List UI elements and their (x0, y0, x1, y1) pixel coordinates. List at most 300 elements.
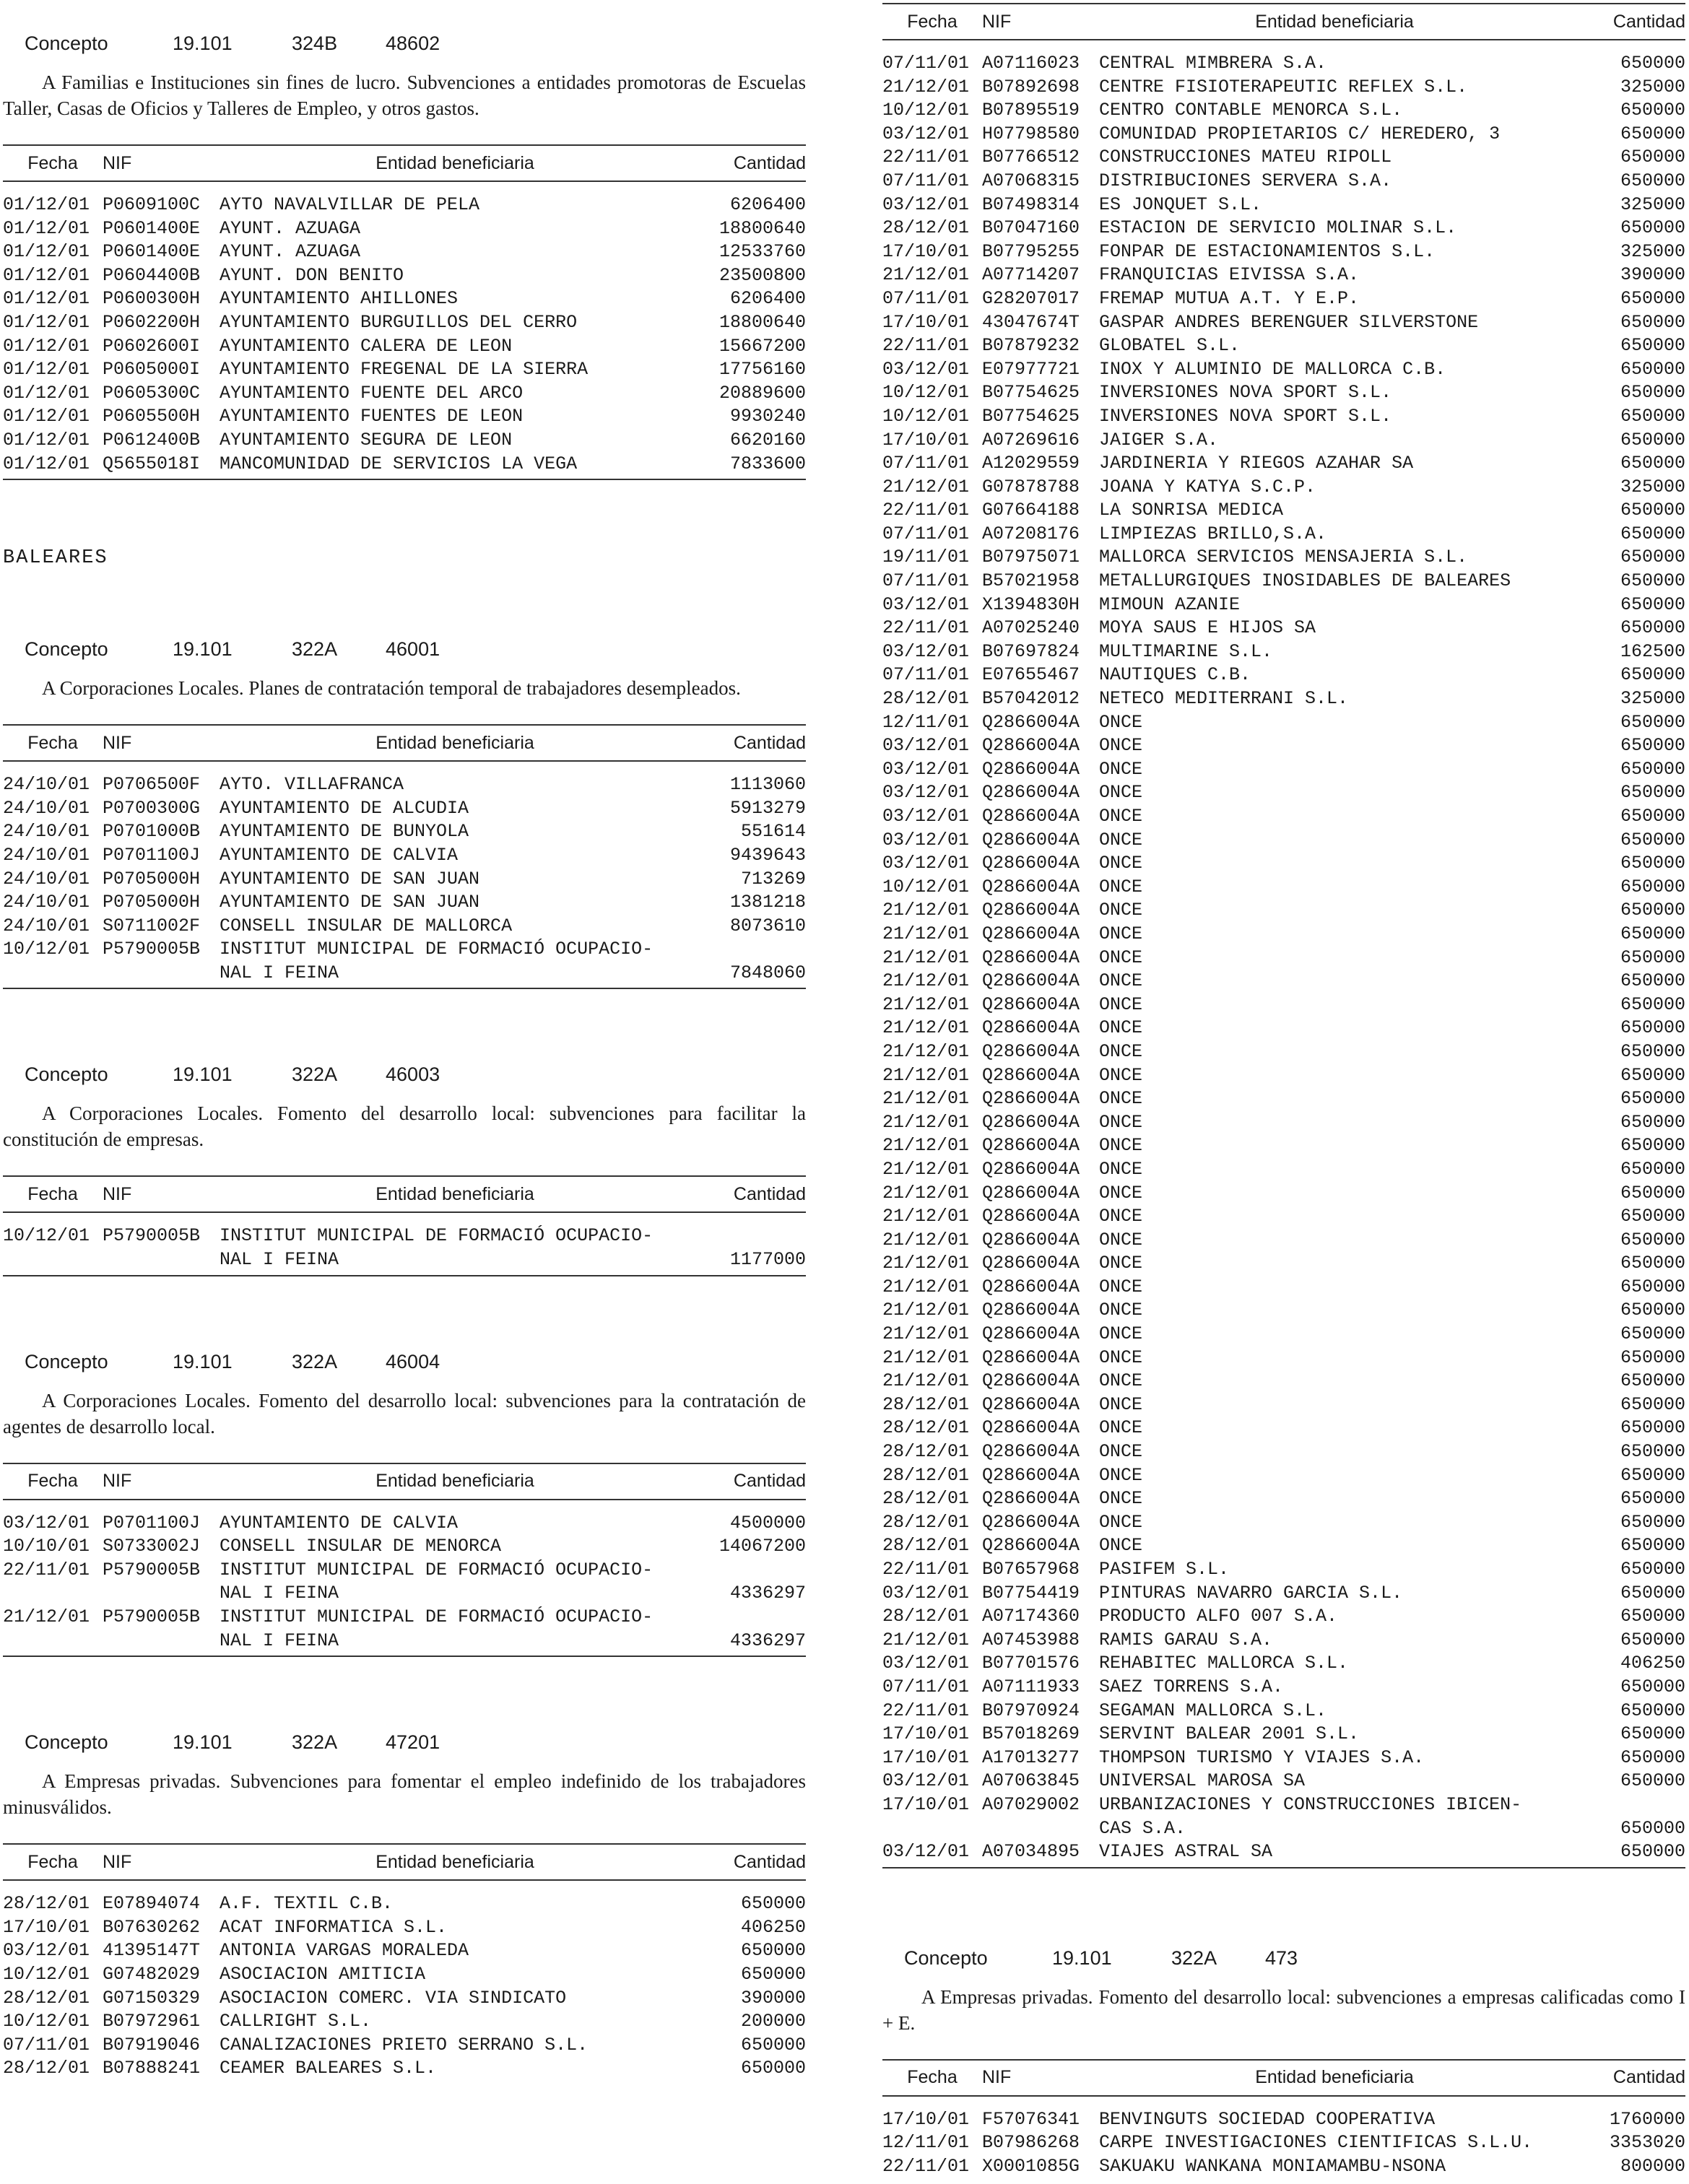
table-row (882, 758, 1685, 782)
entity-cell: AYUNTAMIENTO BURGUILLOS DEL CERRO (220, 311, 578, 333)
nif-cell: B07795255 (982, 240, 1080, 262)
table-row (882, 1276, 1685, 1300)
entity-cell: SAKUAKU WANKANA MONIAMAMBU-NSONA (1099, 2155, 1446, 2177)
date-cell: 10/12/01 (882, 382, 970, 404)
header-fecha: Fecha (882, 2060, 982, 2096)
amount-cell: 650000 (1620, 1535, 1685, 1557)
entity-cell: NAL I FEINA (220, 1583, 339, 1604)
entity-cell: GLOBATEL S.L. (1099, 335, 1241, 357)
nif-cell: Q2866004A (982, 735, 1080, 757)
nif-cell: B07701576 (982, 1653, 1080, 1674)
date-cell: 21/12/01 (882, 900, 970, 921)
table-row (3, 962, 806, 989)
header-nif: NIF (982, 2060, 1099, 2096)
amount-cell: 4336297 (690, 1630, 806, 1657)
date-cell: 07/11/01 (882, 53, 970, 74)
entity-cell: ONCE (1099, 829, 1143, 850)
nif-cell: Q2866004A (982, 711, 1080, 733)
amount-cell: 6620160 (729, 429, 806, 451)
table-row (3, 2057, 806, 2084)
table-row (3, 311, 806, 335)
nif-cell: H07798580 (982, 123, 1080, 144)
table-row (3, 1916, 806, 1940)
amount-cell: 650000 (740, 1893, 806, 1915)
amount-cell: 650000 (1620, 664, 1685, 686)
entity-cell: PRODUCTO ALFO 007 S.A. (1099, 1606, 1338, 1627)
amount-cell: 650000 (1620, 1064, 1685, 1086)
date-cell: 28/12/01 (882, 1535, 970, 1557)
entity-cell: ONCE (1099, 1535, 1143, 1557)
amount-cell: 1760000 (1609, 2108, 1685, 2130)
amount-cell: 650000 (1620, 100, 1685, 121)
nif-cell: G28207017 (982, 287, 1080, 309)
nif-cell: P0705000H (103, 892, 201, 913)
nif-cell: P5790005B (103, 1559, 201, 1580)
amount-cell (690, 938, 806, 962)
table-row (882, 523, 1685, 547)
amount-cell: 325000 (1620, 476, 1685, 497)
entity-cell: AYUNTAMIENTO FUENTES DE LEON (220, 406, 524, 427)
entity-cell: INSTITUT MUNICIPAL DE FORMACIÓ OCUPACIO- (220, 939, 654, 960)
amount-cell: 325000 (1620, 76, 1685, 97)
amount-cell: 17756160 (718, 359, 806, 380)
date-cell: 21/12/01 (882, 1206, 970, 1227)
nif-cell: P0600300H (103, 288, 201, 310)
table-row (3, 938, 806, 962)
date-cell: 03/12/01 (882, 829, 970, 850)
date-cell: 12/11/01 (882, 2132, 970, 2154)
entity-cell: INSTITUT MUNICIPAL DE FORMACIÓ OCUPACIO- (220, 1225, 654, 1247)
date-cell: 22/11/01 (882, 1700, 970, 1721)
table-row (3, 240, 806, 264)
amount-cell: 650000 (1620, 1300, 1685, 1321)
nif-cell: P5790005B (103, 939, 201, 960)
nif-cell: B07986268 (982, 2132, 1080, 2154)
date-cell: 28/12/01 (882, 1393, 970, 1415)
amount-cell: 650000 (1620, 758, 1685, 780)
table-row (882, 2155, 1685, 2182)
entity-cell: ONCE (1099, 1346, 1143, 1368)
concept-code: 47201 (386, 1731, 440, 1754)
entity-cell: AYUNT. AZUAGA (220, 217, 361, 239)
table-row (3, 1248, 806, 1276)
date-cell: 03/12/01 (3, 1512, 90, 1533)
header-fecha: Fecha (3, 725, 103, 761)
date-cell: 01/12/01 (3, 406, 90, 427)
nif-cell: Q2866004A (982, 1370, 1080, 1392)
table-header (882, 2060, 1685, 2096)
nif-cell: G07664188 (982, 500, 1080, 521)
date-cell: 22/11/01 (882, 500, 970, 521)
amount-cell: 713269 (740, 868, 806, 889)
amount-cell: 650000 (1620, 1817, 1685, 1839)
amount-cell: 650000 (1620, 923, 1685, 944)
entity-cell: ES JONQUET S.L. (1099, 193, 1262, 215)
entity-cell: ONCE (1099, 1088, 1143, 1110)
nif-cell: A07208176 (982, 523, 1080, 544)
amount-cell: 3353020 (1609, 2132, 1685, 2154)
amount-cell: 650000 (1620, 853, 1685, 874)
date-cell: 28/12/01 (3, 1987, 90, 2009)
entity-cell: ONCE (1099, 782, 1143, 804)
table-row (882, 852, 1685, 876)
date-cell (3, 1630, 103, 1657)
amount-cell: 650000 (1620, 711, 1685, 733)
header-entidad: Entidad beneficiaria (220, 1844, 690, 1880)
amount-cell: 650000 (1620, 1464, 1685, 1486)
entity-cell: AYUNTAMIENTO DE SAN JUAN (220, 868, 480, 889)
entity-cell: METALLURGIQUES INOSIDABLES DE BALEARES (1099, 570, 1511, 592)
date-cell: 10/12/01 (3, 939, 90, 960)
nif-cell: Q2866004A (982, 947, 1080, 968)
date-cell (3, 1248, 103, 1276)
table-row (882, 240, 1685, 264)
amount-cell: 650000 (1620, 547, 1685, 568)
nif-cell: Q2866004A (982, 1182, 1080, 1204)
date-cell: 22/11/01 (882, 147, 970, 168)
amount-cell: 7848060 (690, 962, 806, 989)
nif-cell: B07047160 (982, 217, 1080, 239)
entity-cell: ONCE (1099, 1417, 1143, 1439)
concept-label: Concepto (25, 638, 108, 661)
date-cell: 21/12/01 (882, 76, 970, 97)
date-cell: 10/12/01 (3, 1225, 90, 1247)
nif-cell: Q2866004A (982, 993, 1080, 1015)
entity-cell: ONCE (1099, 1017, 1143, 1039)
date-cell: 07/11/01 (882, 287, 970, 309)
date-cell: 24/10/01 (3, 821, 90, 843)
amount-cell: 15667200 (718, 335, 806, 357)
nif-cell: Q2866004A (982, 1276, 1080, 1297)
nif-cell: E07894074 (103, 1893, 201, 1915)
entity-cell: UNIVERSAL MAROSA SA (1099, 1770, 1306, 1792)
entity-cell: MOYA SAUS E HIJOS SA (1099, 617, 1316, 639)
entity-cell: RAMIS GARAU S.A. (1099, 1629, 1273, 1650)
table-row (882, 1582, 1685, 1606)
nif-cell: P0605500H (103, 406, 201, 427)
entity-cell: ONCE (1099, 711, 1143, 733)
amount-cell: 650000 (1620, 617, 1685, 639)
entity-cell: AYUNTAMIENTO AHILLONES (220, 288, 459, 310)
amount-cell: 390000 (1620, 264, 1685, 286)
date-cell: 24/10/01 (3, 797, 90, 819)
table-row (882, 1370, 1685, 1393)
entity-cell: ONCE (1099, 1276, 1143, 1297)
nif-cell: A07068315 (982, 170, 1080, 191)
date-cell: 07/11/01 (882, 170, 970, 191)
table-row (882, 781, 1685, 805)
table-row (882, 1017, 1685, 1040)
entity-cell: SAEZ TORRENS S.A. (1099, 1676, 1284, 1697)
concept-description: A Familias e Instituciones sin fines de lucro. Subvenciones a entidades promotoras de Escuelas Taller, Casas de Oficios y Talleres de Empleo, y otros gastos. (3, 71, 806, 119)
amount-cell: 5913279 (729, 797, 806, 819)
entity-cell: AYUNTAMIENTO FUENTE DEL ARCO (220, 382, 524, 404)
entity-cell: AYUNTAMIENTO DE SAN JUAN (220, 892, 480, 913)
date-cell: 17/10/01 (882, 1793, 970, 1815)
date-cell: 21/12/01 (882, 970, 970, 992)
nif-cell: Q2866004A (982, 1229, 1080, 1250)
header-entidad: Entidad beneficiaria (220, 145, 690, 181)
entity-cell: CENTRE FISIOTERAPEUTIC REFLEX S.L. (1099, 76, 1468, 97)
table-row (882, 1558, 1685, 1582)
nif-cell (103, 1248, 220, 1276)
amount-cell (1570, 1793, 1685, 1817)
nif-cell: P0700300G (103, 797, 201, 819)
date-cell: 24/10/01 (3, 915, 90, 936)
entity-cell: ONCE (1099, 806, 1143, 827)
header-fecha: Fecha (3, 145, 103, 181)
table-row (882, 947, 1685, 970)
entity-cell: CEAMER BALEARES S.L. (220, 2058, 437, 2079)
nif-cell: A07269616 (982, 429, 1080, 451)
entity-cell: INOX Y ALUMINIO DE MALLORCA C.B. (1099, 358, 1446, 380)
table-row (882, 1629, 1685, 1653)
nif-cell: Q2866004A (982, 1417, 1080, 1439)
concept-program: 324B (292, 32, 338, 54)
date-cell: 28/12/01 (3, 1893, 90, 1915)
amount-cell: 406250 (740, 1916, 806, 1938)
nif-cell: A07111933 (982, 1676, 1080, 1697)
table-header (3, 1844, 806, 1880)
nif-cell: P5790005B (103, 1606, 201, 1628)
date-cell: 21/12/01 (882, 1253, 970, 1274)
nif-cell: Q2866004A (982, 923, 1080, 944)
date-cell (882, 1817, 982, 1841)
date-cell: 03/12/01 (882, 758, 970, 780)
amount-cell: 390000 (740, 1987, 806, 2009)
amount-cell: 650000 (1620, 429, 1685, 451)
table-row (3, 761, 806, 797)
amount-cell: 8073610 (729, 915, 806, 936)
nif-cell: P0601400E (103, 241, 201, 263)
date-cell: 01/12/01 (3, 311, 90, 333)
table-row (882, 476, 1685, 500)
header-cantidad: Cantidad (690, 1844, 806, 1880)
nif-cell: Q2866004A (982, 1511, 1080, 1533)
table-row (882, 1534, 1685, 1558)
nif-cell: A07034895 (982, 1840, 1099, 1868)
entity-cell: ONCE (1099, 970, 1143, 992)
nif-cell: Q2866004A (982, 1088, 1080, 1110)
amount-cell: 650000 (1620, 970, 1685, 992)
date-cell: 01/12/01 (3, 217, 90, 239)
concept-section: 19.101 (173, 1731, 233, 1754)
table-row (882, 640, 1685, 664)
table-header (3, 725, 806, 761)
date-cell: 17/10/01 (882, 429, 970, 451)
amount-cell: 551614 (740, 821, 806, 843)
nif-cell: X0001085G (982, 2155, 1080, 2177)
table-row (882, 1111, 1685, 1135)
nif-cell: B07498314 (982, 193, 1080, 215)
right-column (882, 0, 1685, 2182)
amount-cell: 650000 (1620, 1253, 1685, 1274)
table-row (3, 358, 806, 382)
nif-cell: P0612400B (103, 429, 201, 451)
concept-description: A Corporaciones Locales. Planes de contratación temporal de trabajadores desempleados. (42, 677, 741, 700)
nif-cell: G07150329 (103, 1987, 201, 2009)
date-cell: 03/12/01 (882, 593, 970, 615)
date-cell: 21/12/01 (882, 1017, 970, 1039)
nif-cell: Q2866004A (982, 1206, 1080, 1227)
entity-cell: CALLRIGHT S.L. (220, 2011, 372, 2032)
nif-cell (103, 1630, 220, 1657)
amount-cell: 650000 (1620, 1206, 1685, 1227)
date-cell: 21/12/01 (882, 476, 970, 497)
nif-cell: Q2866004A (982, 900, 1080, 921)
table-row (882, 1487, 1685, 1511)
date-cell: 07/11/01 (882, 453, 970, 474)
entity-cell: CONSTRUCCIONES MATEU RIPOLL (1099, 147, 1392, 168)
entity-cell: REHABITEC MALLORCA S.L. (1099, 1653, 1349, 1674)
nif-cell: Q2866004A (982, 1346, 1080, 1368)
amount-cell: 650000 (1620, 217, 1685, 239)
concept-program: 322A (292, 1063, 338, 1086)
nif-cell: Q2866004A (982, 1158, 1080, 1180)
entity-cell: ONCE (1099, 1511, 1143, 1533)
table-row (882, 1299, 1685, 1323)
nif-cell: P0706500F (103, 774, 201, 796)
date-cell: 03/12/01 (882, 640, 970, 662)
date-cell: 17/10/01 (882, 311, 970, 333)
amount-cell: 650000 (1620, 1276, 1685, 1297)
nif-cell: Q2866004A (982, 1464, 1080, 1486)
date-cell: 01/12/01 (3, 264, 90, 286)
table-row (3, 868, 806, 892)
entity-cell: INVERSIONES NOVA SPORT S.L. (1099, 382, 1392, 404)
nif-cell: Q5655018I (103, 453, 220, 480)
header-fecha: Fecha (3, 1176, 103, 1212)
table-row (882, 99, 1685, 123)
entity-cell: MULTIMARINE S.L. (1099, 640, 1273, 662)
date-cell: 28/12/01 (882, 1606, 970, 1627)
amount-cell: 325000 (1620, 240, 1685, 262)
date-cell: 19/11/01 (882, 547, 970, 568)
entity-cell: INSTITUT MUNICIPAL DE FORMACIÓ OCUPACIO- (220, 1606, 654, 1628)
header-nif: NIF (103, 1463, 220, 1500)
entity-cell: ONCE (1099, 1323, 1143, 1345)
amount-cell: 14067200 (718, 1536, 806, 1557)
table-row (882, 829, 1685, 853)
amount-cell: 650000 (1620, 1606, 1685, 1627)
amount-cell: 650000 (740, 2034, 806, 2055)
table-row (882, 993, 1685, 1017)
amount-cell: 650000 (1620, 1582, 1685, 1604)
concept-line (3, 1323, 806, 1372)
table-row (882, 2096, 1685, 2132)
date-cell: 10/12/01 (3, 2011, 90, 2032)
header-entidad: Entidad beneficiaria (220, 1463, 690, 1500)
table-row (882, 1158, 1685, 1182)
table-row (882, 1723, 1685, 1746)
date-cell: 07/11/01 (3, 2034, 90, 2055)
date-cell: 01/12/01 (3, 241, 90, 263)
table-row (882, 1182, 1685, 1206)
concept-line (3, 4, 806, 54)
date-cell: 03/12/01 (882, 1582, 970, 1604)
amount-cell: 650000 (1620, 570, 1685, 592)
table-row (882, 1652, 1685, 1676)
nif-cell: B07754625 (982, 382, 1080, 404)
entity-cell: ANTONIA VARGAS MORALEDA (220, 1940, 469, 1962)
table-header (882, 4, 1685, 40)
entity-cell: NAUTIQUES C.B. (1099, 664, 1251, 686)
date-cell (3, 1582, 103, 1606)
table-header (3, 145, 806, 181)
amount-cell: 650000 (1620, 500, 1685, 521)
date-cell: 01/12/01 (3, 429, 90, 451)
concept-description: A Empresas privadas. Fomento del desarrollo local: subvenciones a empresas calificadas como I + E. (882, 1985, 1685, 2034)
date-cell: 24/10/01 (3, 774, 90, 796)
entity-cell: JOANA Y KATYA S.C.P. (1099, 476, 1316, 497)
grants-table-continued (882, 3, 1685, 1868)
amount-cell: 650000 (1620, 53, 1685, 74)
date-cell: 28/12/01 (882, 1464, 970, 1486)
table-row (3, 820, 806, 844)
amount-cell: 650000 (1620, 1182, 1685, 1204)
nif-cell: Q2866004A (982, 1441, 1080, 1463)
date-cell: 17/10/01 (882, 2108, 970, 2130)
concept-code: 48602 (386, 32, 440, 54)
date-cell: 03/12/01 (882, 782, 970, 804)
amount-cell: 800000 (1620, 2155, 1685, 2177)
nif-cell: B07879232 (982, 335, 1080, 357)
concept-description: A Empresas privadas. Subvenciones para fomentar el empleo indefinido de los trabajadores minusválidos. (3, 1770, 806, 1819)
entity-cell: ONCE (1099, 1229, 1143, 1250)
amount-cell: 650000 (1620, 1488, 1685, 1510)
table-row (882, 1605, 1685, 1629)
table-row (882, 1700, 1685, 1723)
entity-cell: ONCE (1099, 1441, 1143, 1463)
amount-cell: 650000 (740, 2058, 806, 2079)
amount-cell: 650000 (1620, 287, 1685, 309)
concept-label: Concepto (25, 1350, 108, 1372)
table-row (882, 1793, 1685, 1817)
nif-cell: P0609100C (103, 194, 201, 215)
entity-cell: ONCE (1099, 1064, 1143, 1086)
nif-cell: B57021958 (982, 570, 1080, 592)
date-cell: 21/12/01 (882, 1182, 970, 1204)
entity-cell: VIAJES ASTRAL SA (1099, 1840, 1570, 1868)
amount-cell: 6206400 (729, 288, 806, 310)
nif-cell: P0604400B (103, 264, 201, 286)
entity-cell: INVERSIONES NOVA SPORT S.L. (1099, 405, 1392, 427)
table-row (882, 334, 1685, 358)
date-cell: 01/12/01 (3, 453, 103, 480)
date-cell: 21/12/01 (882, 1135, 970, 1157)
concept-code: 46001 (386, 638, 440, 661)
table-row (3, 217, 806, 241)
nif-cell: Q2866004A (982, 758, 1080, 780)
date-cell: 03/12/01 (3, 1940, 90, 1962)
date-cell: 21/12/01 (3, 1606, 90, 1628)
entity-cell: AYUNTAMIENTO FREGENAL DE LA SIERRA (220, 359, 589, 380)
header-nif: NIF (103, 1176, 220, 1212)
nif-cell: P0605000I (103, 359, 201, 380)
header-cantidad: Cantidad (690, 1176, 806, 1212)
concept-section: 19.101 (1052, 1946, 1112, 1969)
table-row (3, 1630, 806, 1657)
table-row (3, 2034, 806, 2058)
date-cell: 24/10/01 (3, 892, 90, 913)
entity-cell: INSTITUT MUNICIPAL DE FORMACIÓ OCUPACIO- (220, 1559, 654, 1580)
entity-cell: CONSELL INSULAR DE MALLORCA (220, 915, 513, 936)
date-cell: 21/12/01 (882, 1323, 970, 1345)
entity-cell: AYUNT. AZUAGA (220, 241, 361, 263)
date-cell (3, 962, 103, 989)
entity-cell: BENVINGUTS SOCIEDAD COOPERATIVA (1099, 2108, 1436, 2130)
date-cell: 12/11/01 (882, 711, 970, 733)
